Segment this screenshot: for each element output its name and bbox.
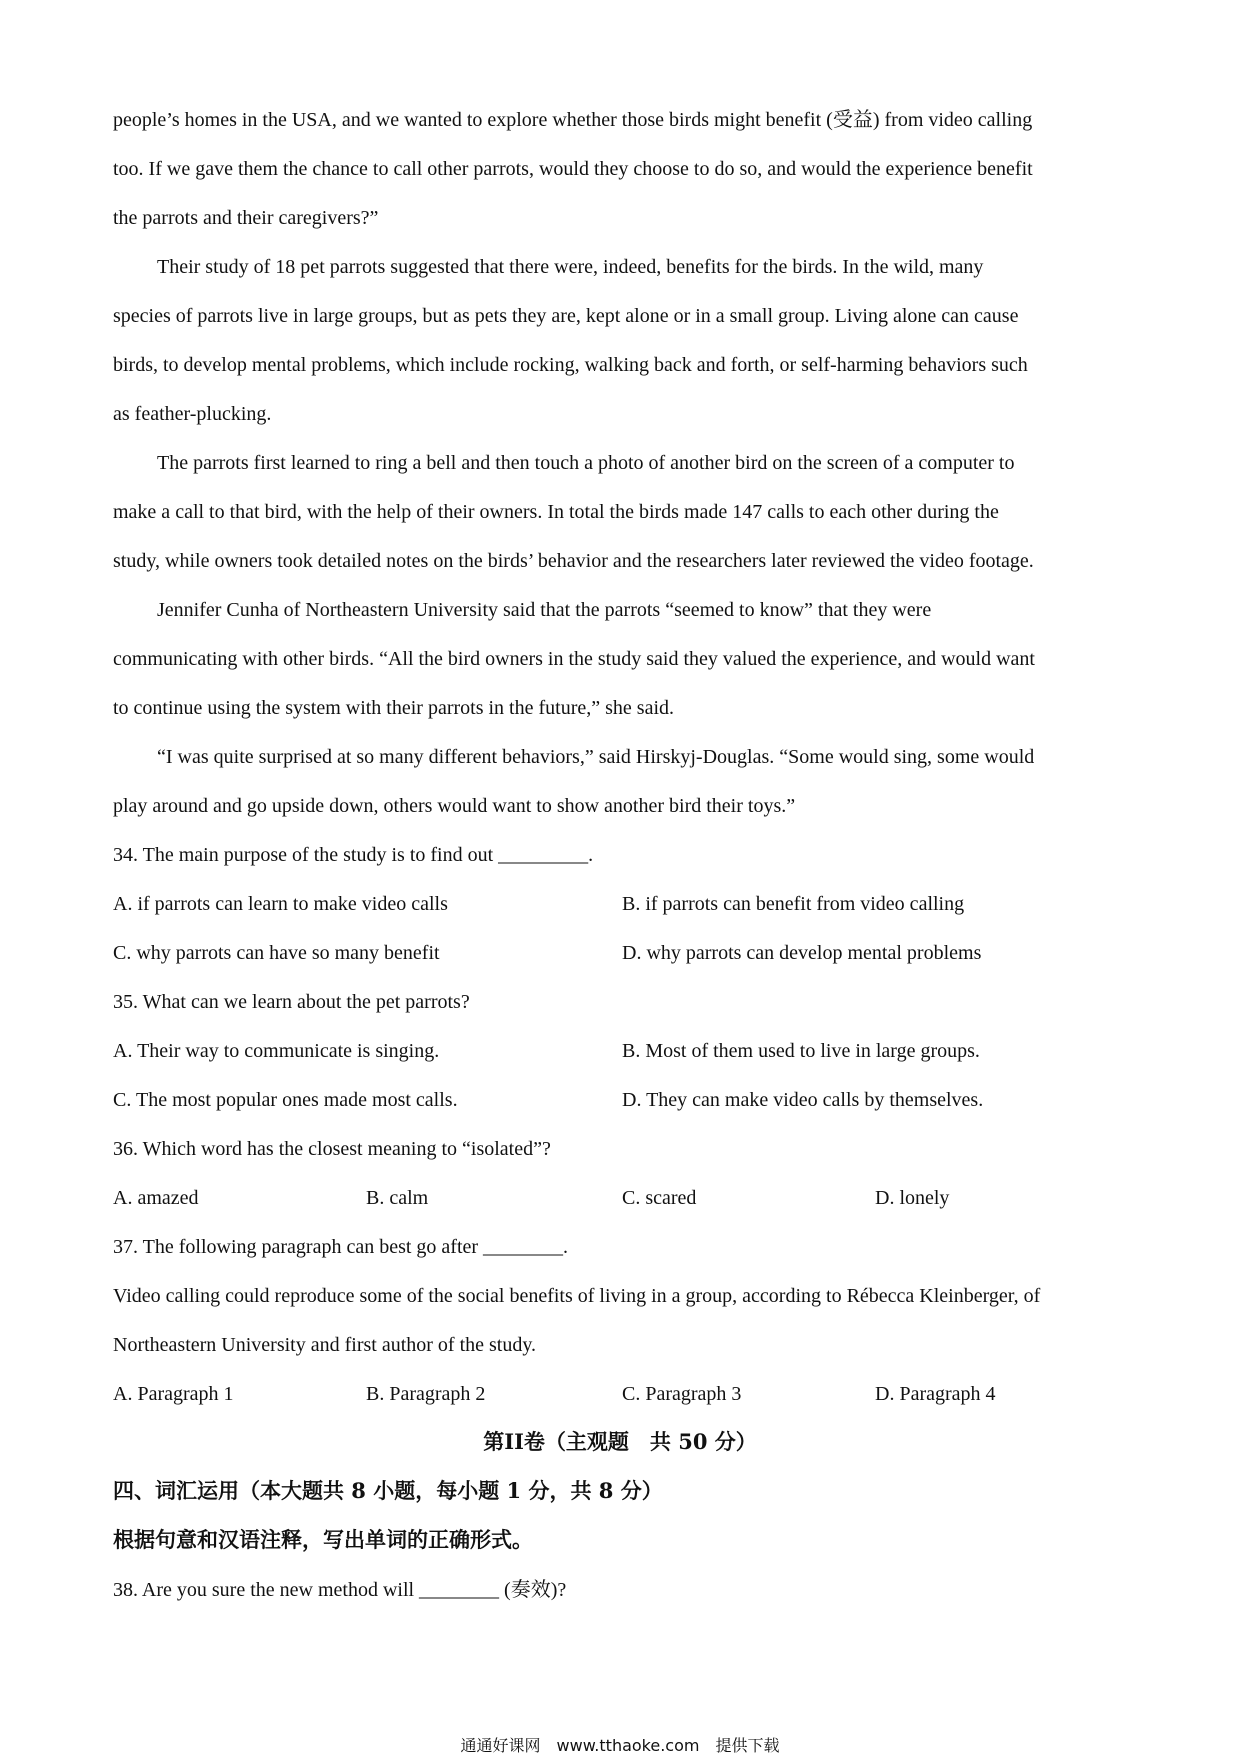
question-stem: 36. Which word has the closest meaning to “isolated”? xyxy=(113,1138,551,1160)
inserted-paragraph: Northeastern University and first author of the study. xyxy=(113,1334,537,1356)
passage-line: species of parrots live in large groups, but as pets they are, kept alone or in a small group. Living alone can cause xyxy=(113,305,1019,327)
passage-line: people’s homes in the USA, and we wanted to explore whether those birds might benefit (受益) from video calling xyxy=(113,109,1033,131)
instruction: 根据句意和汉语注释，写出单词的正确形式。 xyxy=(113,1527,533,1552)
part-heading: 四、词汇运用（本大题共 8 小题，每小题 1 分，共 8 分） xyxy=(113,1478,663,1503)
option-d: D. lonely xyxy=(875,1187,950,1209)
option-c: C. The most popular ones made most calls. xyxy=(113,1089,458,1111)
option-c: C. why parrots can have so many benefit xyxy=(113,942,440,964)
passage-line: to continue using the system with their parrots in the future,” she said. xyxy=(113,697,674,719)
option-c: C. scared xyxy=(622,1187,697,1209)
section-title: 第II卷（主观题 共 50 分） xyxy=(483,1429,757,1454)
option-c: C. Paragraph 3 xyxy=(622,1383,742,1405)
passage-line: the parrots and their caregivers?” xyxy=(113,207,379,229)
footer-text: 通通好课网 www.tthaoke.com 提供下载 xyxy=(460,1736,780,1755)
passage-line: “I was quite surprised at so many different behaviors,” said Hirskyj-Douglas. “Some would sing, some would xyxy=(157,746,1035,768)
option-d: D. Paragraph 4 xyxy=(875,1383,996,1405)
passage-line: study, while owners took detailed notes on the birds’ behavior and the researchers later reviewed the video footage. xyxy=(113,550,1034,572)
passage-line: birds, to develop mental problems, which include rocking, walking back and forth, or self-harming behaviors such xyxy=(113,354,1028,376)
option-b: B. Paragraph 2 xyxy=(366,1383,486,1405)
option-a: A. amazed xyxy=(113,1187,199,1209)
question-stem: 35. What can we learn about the pet parrots? xyxy=(113,991,470,1013)
passage-line: too. If we gave them the chance to call other parrots, would they choose to do so, and would the experience benefit xyxy=(113,158,1033,180)
question-stem: 38. Are you sure the new method will ________ (奏效)? xyxy=(113,1579,567,1601)
passage-line: play around and go upside down, others would want to show another bird their toys.” xyxy=(113,795,796,817)
question-stem: 37. The following paragraph can best go after ________. xyxy=(113,1236,569,1258)
passage-line: communicating with other birds. “All the bird owners in the study said they valued the experience, and would want xyxy=(113,648,1035,670)
option-d: D. why parrots can develop mental problems xyxy=(622,942,982,964)
question-stem: 34. The main purpose of the study is to find out _________. xyxy=(113,844,594,866)
option-a: A. Their way to communicate is singing. xyxy=(113,1040,440,1062)
passage-line: as feather-plucking. xyxy=(113,403,272,425)
option-b: B. calm xyxy=(366,1187,429,1209)
option-b: B. if parrots can benefit from video calling xyxy=(622,893,965,915)
option-b: B. Most of them used to live in large groups. xyxy=(622,1040,980,1062)
passage-line: Their study of 18 pet parrots suggested that there were, indeed, benefits for the birds. In the wild, many xyxy=(157,256,984,278)
passage-line: Jennifer Cunha of Northeastern University said that the parrots “seemed to know” that they were xyxy=(157,599,932,621)
inserted-paragraph: Video calling could reproduce some of the social benefits of living in a group, according to Rébecca Kleinberger, of xyxy=(113,1285,1041,1307)
option-d: D. They can make video calls by themselves. xyxy=(622,1089,984,1111)
option-a: A. Paragraph 1 xyxy=(113,1383,234,1405)
passage-line: The parrots first learned to ring a bell and then touch a photo of another bird on the screen of a computer to xyxy=(157,452,1015,474)
passage-line: make a call to that bird, with the help of their owners. In total the birds made 147 calls to each other during the xyxy=(113,501,999,523)
option-a: A. if parrots can learn to make video calls xyxy=(113,893,448,915)
